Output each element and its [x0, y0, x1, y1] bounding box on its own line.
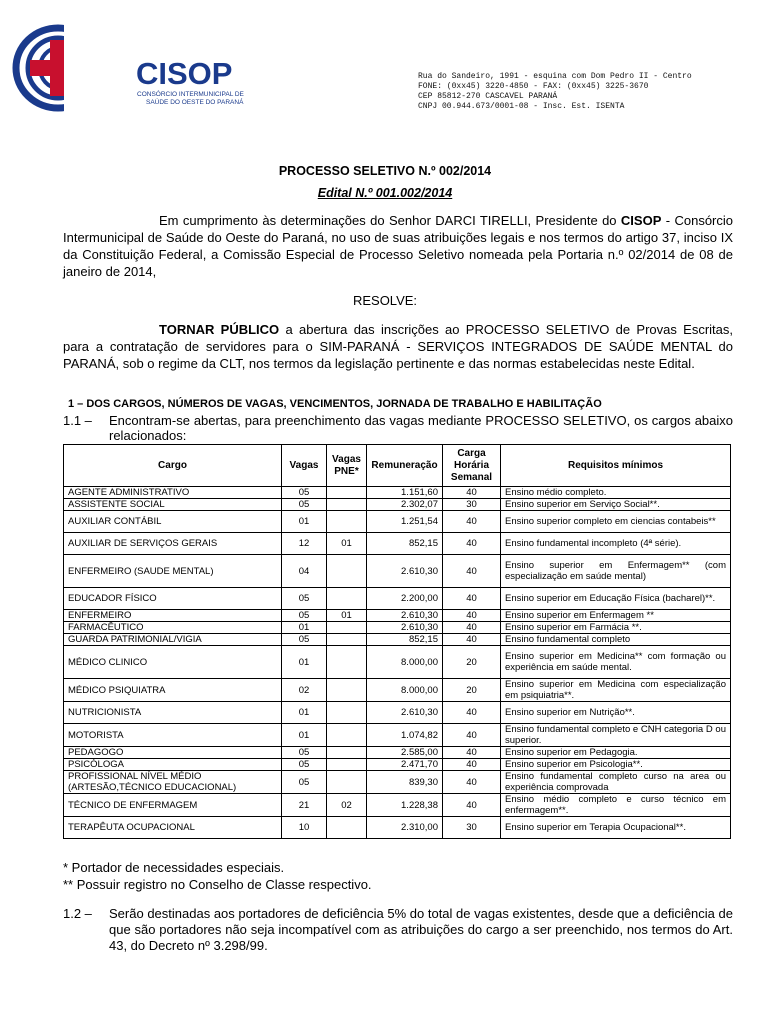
- tornar-bold: TORNAR PÚBLICO: [159, 322, 280, 337]
- cell-carga-horaria: 40: [443, 555, 501, 588]
- header-remuneracao: Remuneração: [367, 445, 443, 487]
- cell-remuneracao: 2.471,70: [367, 759, 443, 771]
- cell-remuneracao: 8.000,00: [367, 679, 443, 702]
- tornar-publico-paragraph: [63, 321, 733, 372]
- table-row: [64, 794, 731, 817]
- intro-cisop: CISOP: [620, 213, 662, 228]
- table-row: [64, 511, 731, 533]
- cell-cargo: TERAPÊUTA OCUPACIONAL: [64, 817, 282, 839]
- cell-vagas: 02: [282, 679, 327, 702]
- cell-cargo: ENFERMEIRO (SAUDE MENTAL): [64, 555, 282, 588]
- header-cargo: Cargo: [64, 445, 282, 487]
- cell-vagas-pne: [327, 646, 367, 679]
- table-row: [64, 702, 731, 724]
- cell-vagas-pne: [327, 724, 367, 747]
- cell-remuneracao: 2.310,00: [367, 817, 443, 839]
- contact-block: [418, 72, 698, 112]
- table-row: [64, 533, 731, 555]
- contact-address: Rua do Sandeiro, 1991 - esquina com Dom Pedro II - Centro: [418, 72, 692, 81]
- cell-remuneracao: 852,15: [367, 634, 443, 646]
- cisop-logo: [10, 22, 250, 114]
- item-1-2-number: 1.2 –: [63, 906, 92, 921]
- cell-vagas: 05: [282, 499, 327, 511]
- cell-requisitos: Ensino superior em Enfermagem **: [501, 610, 731, 622]
- cell-vagas-pne: [327, 622, 367, 634]
- header-vagas: Vagas: [282, 445, 327, 487]
- cell-cargo: AUXILIAR DE SERVIÇOS GERAIS: [64, 533, 282, 555]
- cell-carga-horaria: 40: [443, 702, 501, 724]
- cell-vagas: 05: [282, 759, 327, 771]
- cell-remuneracao: 2.610,30: [367, 702, 443, 724]
- cell-cargo: MOTORISTA: [64, 724, 282, 747]
- doc-subtitle: Edital N.º 001.002/2014: [317, 186, 453, 200]
- table-row: [64, 555, 731, 588]
- header-requisitos: Requisitos mínimos: [501, 445, 731, 487]
- cell-vagas: 05: [282, 487, 327, 499]
- table-row: [64, 724, 731, 747]
- cell-remuneracao: 2.610,30: [367, 555, 443, 588]
- cell-vagas: 01: [282, 622, 327, 634]
- cell-remuneracao: 2.610,30: [367, 622, 443, 634]
- cell-carga-horaria: 20: [443, 679, 501, 702]
- cell-requisitos: Ensino superior em Enfermagem** (com especialização em saúde mental): [501, 555, 731, 588]
- section-1-heading: 1 – DOS CARGOS, NÚMEROS DE VAGAS, VENCIMENTOS, JORNADA DE TRABALHO E HABILITAÇÃO: [68, 398, 602, 410]
- cell-requisitos: Ensino fundamental completo: [501, 634, 731, 646]
- cell-carga-horaria: 20: [443, 646, 501, 679]
- cell-carga-horaria: 40: [443, 533, 501, 555]
- cell-requisitos: Ensino superior em Pedagogia.: [501, 747, 731, 759]
- cell-vagas-pne: [327, 702, 367, 724]
- table-row: [64, 487, 731, 499]
- cell-carga-horaria: 40: [443, 759, 501, 771]
- cell-requisitos: Ensino superior em Educação Física (bacharel)**.: [501, 588, 731, 610]
- cell-vagas: 05: [282, 610, 327, 622]
- cell-vagas-pne: [327, 679, 367, 702]
- cell-carga-horaria: 30: [443, 817, 501, 839]
- positions-table: [63, 444, 731, 839]
- cell-cargo: PSICÓLOGA: [64, 759, 282, 771]
- table-header-row: [64, 445, 731, 487]
- cell-vagas: 05: [282, 747, 327, 759]
- cell-carga-horaria: 40: [443, 747, 501, 759]
- cell-carga-horaria: 40: [443, 487, 501, 499]
- cell-carga-horaria: 40: [443, 771, 501, 794]
- table-row: [64, 817, 731, 839]
- cell-vagas-pne: [327, 747, 367, 759]
- cell-vagas-pne: [327, 634, 367, 646]
- cell-vagas-pne: 01: [327, 533, 367, 555]
- logo-subtitle-2: SAÚDE DO OESTE DO PARANÁ: [146, 99, 244, 106]
- cell-remuneracao: 839,30: [367, 771, 443, 794]
- cell-requisitos: Ensino superior em Farmácia **.: [501, 622, 731, 634]
- cell-vagas-pne: [327, 511, 367, 533]
- header-vagas-pne: Vagas PNE*: [327, 445, 367, 487]
- cell-remuneracao: 2.585,00: [367, 747, 443, 759]
- cell-cargo: PROFISSIONAL NÍVEL MÉDIO (ARTESÃO,TÉCNICO EDUCACIONAL): [64, 771, 282, 794]
- tornar-text: a abertura das inscrições ao PROCESSO SELETIVO de Provas Escritas, para a contratação de servidores para o SIM-PARANÁ - SERVIÇOS INTEGRADOS DE SAÚDE MENTAL do PARANÁ, sob o regime da CLT, nos termos da legislação pertinente e das normas estabelecidas neste Edital.: [63, 322, 733, 371]
- logo-wordmark: CISOP: [136, 56, 233, 91]
- cell-remuneracao: 1.228,38: [367, 794, 443, 817]
- cell-vagas: 05: [282, 634, 327, 646]
- table-row: [64, 747, 731, 759]
- cell-cargo: MÉDICO CLINICO: [64, 646, 282, 679]
- cell-cargo: FARMACÊUTICO: [64, 622, 282, 634]
- footnote-pne: * Portador de necessidades especiais.: [63, 860, 285, 875]
- table-row: [64, 499, 731, 511]
- cell-cargo: GUARDA PATRIMONIAL/VIGIA: [64, 634, 282, 646]
- cell-requisitos: Ensino fundamental incompleto (4ª série).: [501, 533, 731, 555]
- cell-carga-horaria: 40: [443, 588, 501, 610]
- table-row: [64, 646, 731, 679]
- cell-vagas-pne: [327, 759, 367, 771]
- cell-cargo: ASSISTENTE SOCIAL: [64, 499, 282, 511]
- header-carga-horaria: Carga Horária Semanal: [443, 445, 501, 487]
- cell-cargo: NUTRICIONISTA: [64, 702, 282, 724]
- table-row: [64, 622, 731, 634]
- cell-vagas: 01: [282, 702, 327, 724]
- resolve-heading: RESOLVE:: [352, 293, 418, 308]
- cell-carga-horaria: 40: [443, 634, 501, 646]
- item-1-1-number: 1.1 –: [63, 413, 92, 428]
- cell-requisitos: Ensino superior em Medicina** com formação ou experiência em saúde mental.: [501, 646, 731, 679]
- cell-vagas: 10: [282, 817, 327, 839]
- cell-cargo: AGENTE ADMINISTRATIVO: [64, 487, 282, 499]
- cell-remuneracao: 2.610,30: [367, 610, 443, 622]
- logo-subtitle-1: CONSÓRCIO INTERMUNICIPAL DE: [137, 91, 244, 98]
- cell-remuneracao: 1.074,82: [367, 724, 443, 747]
- cell-remuneracao: 1.251,54: [367, 511, 443, 533]
- table-row: [64, 759, 731, 771]
- cell-vagas: 04: [282, 555, 327, 588]
- cell-vagas: 01: [282, 511, 327, 533]
- cell-remuneracao: 852,15: [367, 533, 443, 555]
- cell-cargo: AUXILIAR CONTÁBIL: [64, 511, 282, 533]
- item-1-1: [63, 413, 733, 443]
- cell-vagas-pne: [327, 771, 367, 794]
- cell-requisitos: Ensino fundamental completo curso na area ou experiência comprovada: [501, 771, 731, 794]
- cell-vagas: 01: [282, 646, 327, 679]
- footnote-registro: ** Possuir registro no Conselho de Classe respectivo.: [63, 877, 372, 892]
- cell-vagas-pne: [327, 588, 367, 610]
- intro-paragraph: [63, 212, 733, 280]
- intro-text-a: Em cumprimento às determinações do Senhor DARCI TIRELLI, Presidente do: [159, 213, 621, 228]
- intro-text-b: - Consórcio Intermunicipal de Saúde do Oeste do Paraná, no uso de suas atribuições legais e nos termos do artigo 37, inciso IX da Constituição Federal, a Comissão Especial de Processo Seletivo nomeada pela Portaria n.º 02/2014 de 08 de janeiro de 2014,: [63, 213, 733, 279]
- contact-cnpj: CNPJ 00.944.673/0001-08 - Insc. Est. ISENTA: [418, 102, 625, 111]
- cell-vagas-pne: [327, 499, 367, 511]
- cell-remuneracao: 8.000,00: [367, 646, 443, 679]
- cell-vagas-pne: 02: [327, 794, 367, 817]
- table-row: [64, 610, 731, 622]
- cisop-emblem: [16, 22, 124, 114]
- cell-vagas-pne: [327, 487, 367, 499]
- cell-requisitos: Ensino superior em Medicina com especialização em psiquiatria**.: [501, 679, 731, 702]
- cell-remuneracao: 1.151,60: [367, 487, 443, 499]
- cell-vagas: 05: [282, 588, 327, 610]
- cell-remuneracao: 2.302,07: [367, 499, 443, 511]
- cell-cargo: EDUCADOR FÍSICO: [64, 588, 282, 610]
- cell-requisitos: Ensino fundamental completo e CNH categoria D ou superior.: [501, 724, 731, 747]
- table-row: [64, 634, 731, 646]
- table-body: [64, 487, 731, 839]
- cell-vagas: 12: [282, 533, 327, 555]
- cell-requisitos: Ensino superior em Nutrição**.: [501, 702, 731, 724]
- cell-requisitos: Ensino superior em Psicologia**.: [501, 759, 731, 771]
- cell-carga-horaria: 40: [443, 724, 501, 747]
- cell-requisitos: Ensino médio completo e curso técnico em enfermagem**.: [501, 794, 731, 817]
- table-row: [64, 771, 731, 794]
- cell-vagas-pne: 01: [327, 610, 367, 622]
- cell-cargo: TÉCNICO DE ENFERMAGEM: [64, 794, 282, 817]
- contact-cep: CEP 85812-270 CASCAVEL PARANÁ: [418, 92, 558, 101]
- item-1-2: [63, 906, 733, 954]
- item-1-1-text: Encontram-se abertas, para preenchimento das vagas mediante PROCESSO SELETIVO, os cargos abaixo relacionados:: [109, 413, 733, 443]
- cell-cargo: MÉDICO PSIQUIATRA: [64, 679, 282, 702]
- table-row: [64, 679, 731, 702]
- cell-vagas: 21: [282, 794, 327, 817]
- cell-remuneracao: 2.200,00: [367, 588, 443, 610]
- doc-title: PROCESSO SELETIVO N.º 002/2014: [278, 164, 492, 178]
- table-row: [64, 588, 731, 610]
- cell-carga-horaria: 40: [443, 794, 501, 817]
- cell-carga-horaria: 40: [443, 610, 501, 622]
- cell-vagas: 05: [282, 771, 327, 794]
- cell-requisitos: Ensino superior completo em ciencias contabeis**: [501, 511, 731, 533]
- cell-cargo: PEDAGOGO: [64, 747, 282, 759]
- cell-carga-horaria: 30: [443, 499, 501, 511]
- cell-carga-horaria: 40: [443, 622, 501, 634]
- cell-carga-horaria: 40: [443, 511, 501, 533]
- contact-phone: FONE: (0xx45) 3220-4850 - FAX: (0xx45) 3225-3670: [418, 82, 649, 91]
- item-1-2-text: Serão destinadas aos portadores de deficiência 5% do total de vagas existentes, desde que a deficiência de que são portadores não seja incompatível com as atribuições do cargo a ser preenchido, nos termos do Art. 43, do Decreto nº 3.298/99.: [109, 906, 733, 953]
- cell-requisitos: Ensino superior em Serviço Social**.: [501, 499, 731, 511]
- cell-cargo: ENFERMEIRO: [64, 610, 282, 622]
- cell-vagas: 01: [282, 724, 327, 747]
- cell-requisitos: Ensino médio completo.: [501, 487, 731, 499]
- cell-requisitos: Ensino superior em Terapia Ocupacional**.: [501, 817, 731, 839]
- cell-vagas-pne: [327, 817, 367, 839]
- cell-vagas-pne: [327, 555, 367, 588]
